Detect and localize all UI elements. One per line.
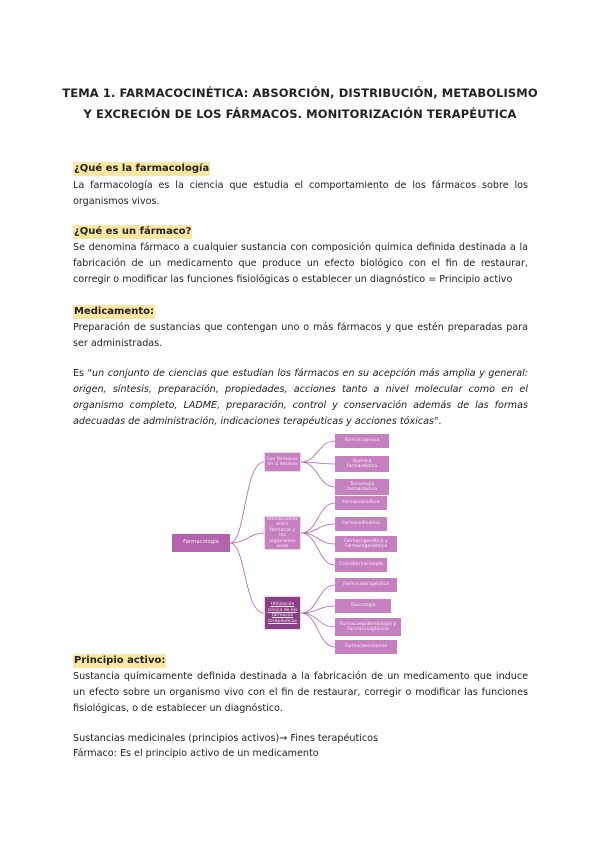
paragraph-definicion [73,366,528,430]
farmacologia-concept-map [168,428,424,658]
diagram-leaf-node: Química farmacéutica [335,456,389,472]
diagram-leaf-node: Cronofarmacología [335,558,387,572]
definicion-suffix: ". [434,416,442,427]
diagram-leaf-node: Tecnología farmacéutica [335,479,389,495]
paragraph-farmaco: Se denomina fármaco a cualquier sustancia con composición química definida destinada a la fabricación de un medicamento que produce un efecto biológico con el fin de restaurar, corregir o modificar las funciones fisiológicas o establecer un diagnóstico = Principio activo [73,242,528,285]
diagram-leaf-node: Farmacoepidemiología y Farmacovigilancia [335,618,401,636]
heading-farmaco: ¿Qué es un fármaco? [74,226,192,237]
diagram-leaf-node: Farmacoeconomía [335,640,397,654]
heading-principio-activo: Principio activo: [74,655,166,666]
paragraph-principio-activo: Sustancia químicamente definida destinada a la fabricación de un medicamento que induce un efecto sobre un organismo vivo con el fin de restaurar, corregir o modificar las funciones fisiológicas, o de establecer un diagnóstico. [73,671,528,714]
heading-farmacologia: ¿Qué es la farmacología [74,163,210,174]
diagram-leaf-node: Toxicología [335,599,391,613]
paragraph-medicamento: Preparación de sustancias que contengan uno o más fármacos y que estén preparadas para ser administradas. [73,322,528,349]
paragraph-farmacologia: La farmacología es la ciencia que estudia el comportamiento de los fármacos sobre los organismos vivos. [73,180,528,207]
diagram-leaf-node: Farmacogenética y Farmacogenómica [335,536,397,552]
diagram-leaf-node: Farmacocinética [335,496,387,510]
page-title: TEMA 1. FARMACOCINÉTICA: ABSORCIÓN, DISTRIBUCIÓN, METABOLISMO Y EXCRECIÓN DE LOS FÁRMACOS. MONITORIZACIÓN TERAPÉUTICA [62,86,538,121]
heading-medicamento: Medicamento: [74,306,154,317]
diagram-group-node: Utilización clínica de los fármacos terapéuticos [264,596,301,630]
diagram-leaf-node: Farmacodinamia [335,517,387,531]
definicion-italic: un conjunto de ciencias que estudian los fármacos en su acepción más amplia y general: origen, síntesis, preparación, propiedades, acciones tanto a nivel molecular como en el organismo completo, LADME, preparación, control y conservación además de las formas adecuadas de administración, indicaciones terapéuticas y acciones tóxicas [73,368,528,427]
diagram-group-node: Los fármacos en sí mismos [264,452,301,472]
definicion-prefix: Es " [73,368,93,379]
diagram-group-node: Interacciones entre fármacos y los organismos vivos [264,516,301,550]
diagram-root-node: Farmacología [172,534,230,552]
diagram-leaf-node: Farmacoterapéutica [335,578,397,592]
line-sustancias-medicinales: Sustancias medicinales (principios activos)→ Fines terapéuticos [73,733,379,744]
line-farmaco-definicion: Fármaco: Es el principio activo de un medicamento [73,748,319,759]
diagram-leaf-node: Farmacognosia [335,434,389,448]
